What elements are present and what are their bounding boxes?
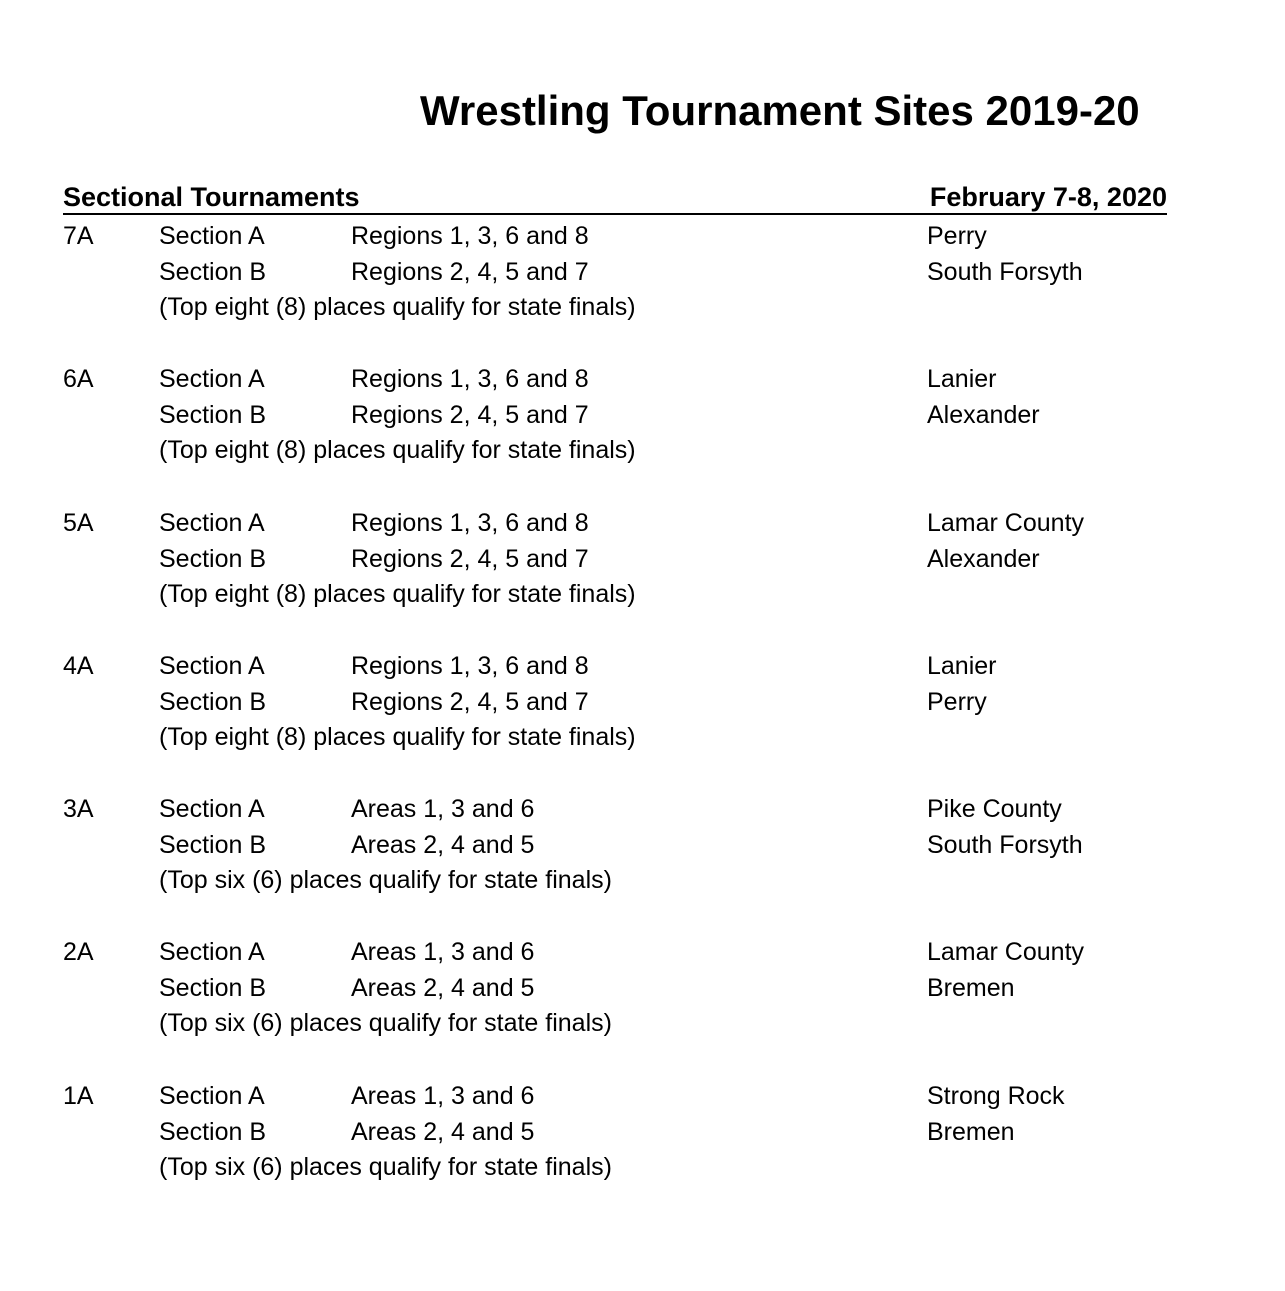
qualify-note: (Top eight (8) places qualify for state finals) (159, 293, 636, 321)
site-label: Lamar County (927, 508, 1085, 537)
class-label: 5A (63, 508, 94, 537)
qualify-note-row (0, 719, 1285, 755)
section-b-row (0, 397, 1285, 433)
qualify-note-row (0, 862, 1285, 898)
class-group-6a (0, 359, 1285, 502)
site-label: Perry (927, 222, 987, 250)
site-label: Alexander (927, 401, 1040, 430)
section-label: Section B (159, 258, 267, 286)
areas-label: Areas 1, 3 and 6 (351, 1081, 535, 1110)
section-label: Section A (159, 508, 265, 537)
class-label: 7A (63, 222, 94, 250)
section-label: Section A (159, 1081, 265, 1110)
regions-label: Regions 2, 4, 5 and 7 (351, 258, 589, 286)
tournament-date: February 7-8, 2020 (929, 182, 1167, 212)
section-b-row (0, 970, 1285, 1006)
section-b-row (0, 1114, 1285, 1150)
regions-label: Regions 2, 4, 5 and 7 (351, 687, 589, 716)
site-label: Strong Rock (927, 1081, 1065, 1110)
site-label: Alexander (927, 544, 1040, 573)
section-label: Section B (159, 831, 267, 860)
areas-label: Areas 2, 4 and 5 (351, 1117, 535, 1146)
qualify-note: (Top eight (8) places qualify for state finals) (159, 579, 636, 608)
qualify-note: (Top eight (8) places qualify for state finals) (159, 436, 636, 465)
section-label: Section A (159, 651, 265, 680)
section-label: Section B (159, 1117, 267, 1146)
section-a-row (0, 1078, 1285, 1114)
site-label: South Forsyth (927, 258, 1083, 286)
areas-label: Areas 2, 4 and 5 (351, 831, 535, 860)
regions-label: Regions 2, 4, 5 and 7 (351, 544, 589, 573)
section-label: Section B (159, 687, 267, 716)
regions-label: Regions 1, 3, 6 and 8 (351, 222, 589, 250)
section-heading: Sectional Tournaments (63, 182, 360, 212)
areas-label: Areas 2, 4 and 5 (351, 974, 535, 1003)
areas-label: Areas 1, 3 and 6 (351, 938, 535, 967)
class-label: 4A (63, 651, 94, 680)
section-a-row (0, 361, 1285, 397)
class-label: 2A (63, 938, 94, 967)
regions-label: Regions 2, 4, 5 and 7 (351, 401, 589, 430)
class-group-7a (0, 216, 1285, 359)
qualify-note-row (0, 1149, 1285, 1185)
qualify-note: (Top six (6) places qualify for state finals) (159, 866, 612, 895)
class-label: 3A (63, 795, 94, 824)
regions-label: Regions 1, 3, 6 and 8 (351, 508, 589, 537)
section-a-row (0, 218, 1285, 254)
site-label: Lamar County (927, 938, 1085, 967)
section-label: Section B (159, 401, 267, 430)
section-label: Section A (159, 222, 265, 250)
section-b-row (0, 827, 1285, 863)
qualify-note: (Top eight (8) places qualify for state finals) (159, 722, 636, 751)
qualify-note-row (0, 576, 1285, 612)
regions-label: Regions 1, 3, 6 and 8 (351, 651, 589, 680)
section-header (63, 180, 1167, 215)
site-label: Perry (927, 687, 987, 716)
qualify-note-row (0, 432, 1285, 468)
section-label: Section B (159, 974, 267, 1003)
section-b-row (0, 684, 1285, 720)
areas-label: Areas 1, 3 and 6 (351, 795, 535, 824)
class-group-2a (0, 932, 1285, 1075)
class-label: 6A (63, 365, 94, 394)
section-a-row (0, 505, 1285, 541)
site-label: Lanier (927, 651, 997, 680)
section-label: Section A (159, 938, 265, 967)
qualify-note-row (0, 1005, 1285, 1041)
class-group-1a (0, 1076, 1285, 1219)
section-label: Section A (159, 365, 265, 394)
section-b-row (0, 254, 1285, 290)
site-label: Bremen (927, 1117, 1015, 1146)
class-group-3a (0, 789, 1285, 932)
site-label: Lanier (927, 365, 997, 394)
classification-list (0, 216, 1285, 1219)
qualify-note: (Top six (6) places qualify for state finals) (159, 1009, 612, 1038)
qualify-note-row (0, 289, 1285, 325)
section-a-row (0, 934, 1285, 970)
section-label: Section A (159, 795, 265, 824)
class-group-4a (0, 646, 1285, 789)
section-b-row (0, 541, 1285, 577)
page-title: Wrestling Tournament Sites 2019-20 (420, 87, 1140, 134)
regions-label: Regions 1, 3, 6 and 8 (351, 365, 589, 394)
section-label: Section B (159, 544, 267, 573)
site-label: Pike County (927, 795, 1062, 824)
section-a-row (0, 648, 1285, 684)
class-group-5a (0, 503, 1285, 646)
class-label: 1A (63, 1081, 94, 1110)
site-label: Bremen (927, 974, 1015, 1003)
site-label: South Forsyth (927, 831, 1083, 860)
qualify-note: (Top six (6) places qualify for state finals) (159, 1152, 612, 1181)
section-a-row (0, 791, 1285, 827)
